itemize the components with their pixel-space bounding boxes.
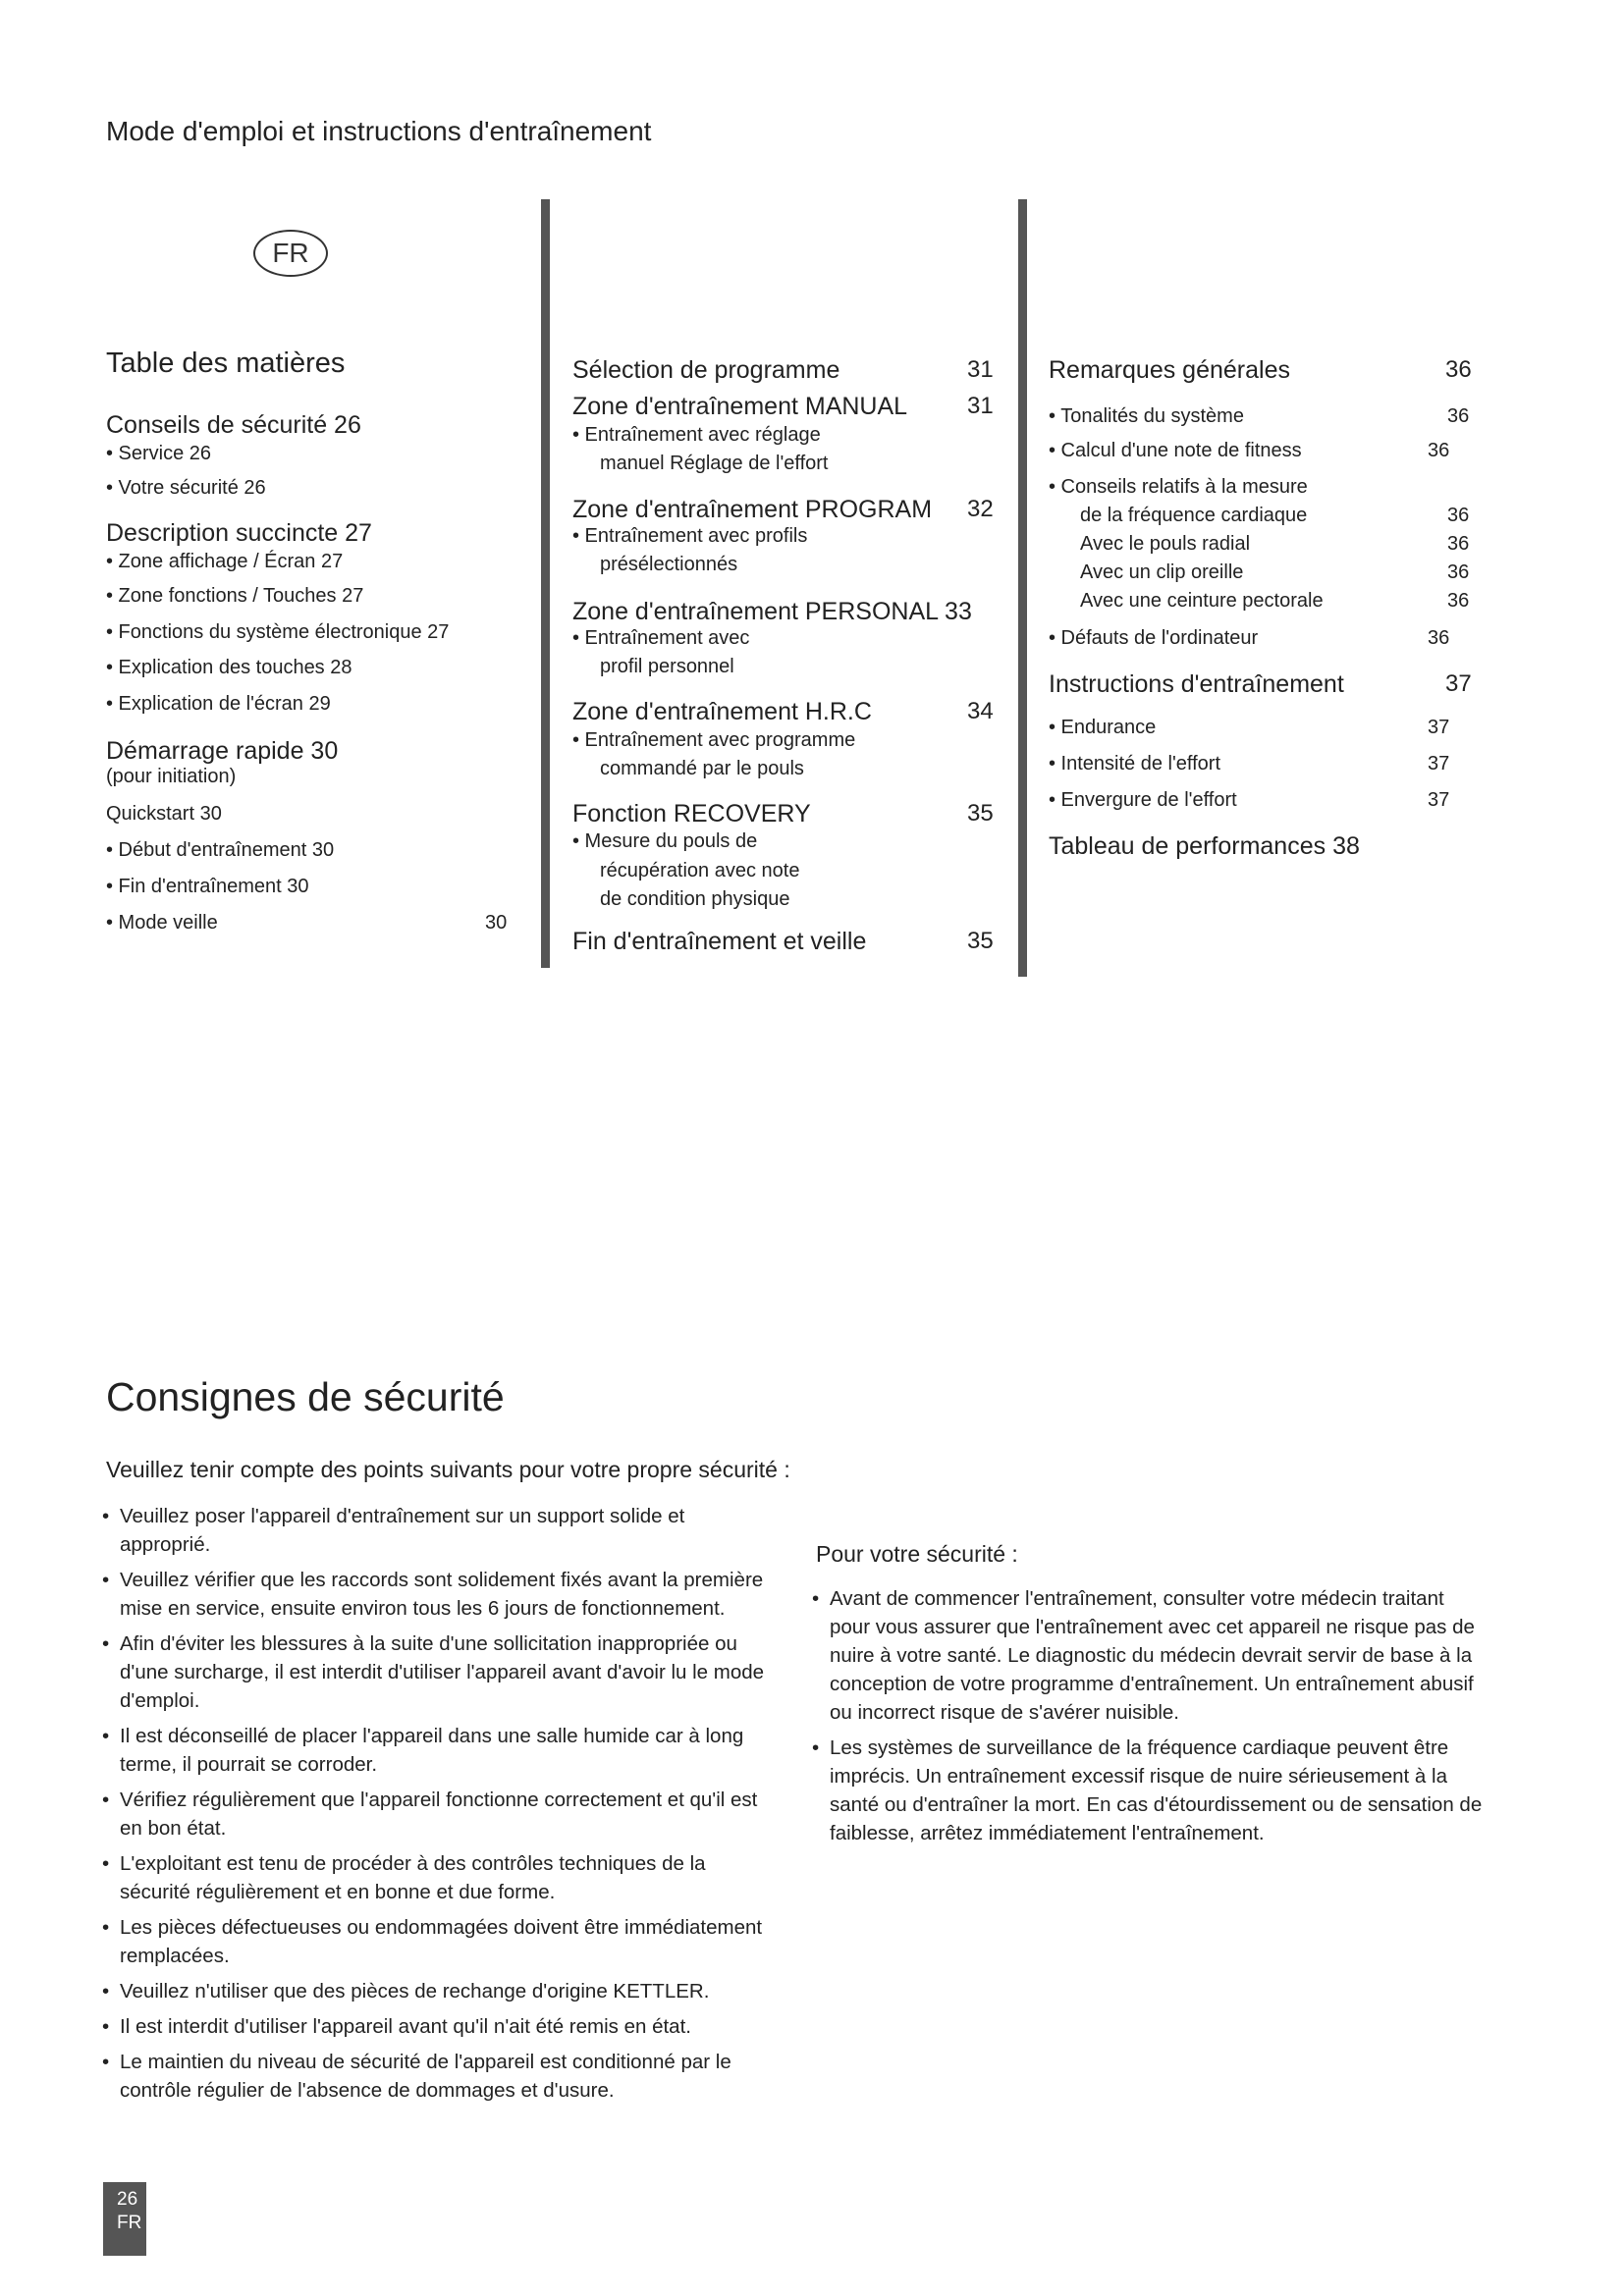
toc-fitness-page: 36 xyxy=(1428,440,1450,461)
toc-keys-explanation: • Explication des touches 28 xyxy=(106,657,352,678)
toc-standby: • Mode veille xyxy=(106,912,218,934)
toc-instructions: Instructions d'entraînement xyxy=(1049,670,1344,698)
column-divider-1 xyxy=(541,199,550,968)
toc-recovery-sub1: • Mesure du pouls de xyxy=(572,830,758,852)
toc-scope-page: 37 xyxy=(1428,789,1450,811)
toc-training-start: • Début d'entraînement 30 xyxy=(106,839,335,861)
toc-general-page: 36 xyxy=(1445,356,1472,383)
toc-manual-sub2: manuel Réglage de l'effort xyxy=(600,453,829,474)
toc-column-2 xyxy=(572,0,995,982)
toc-endurance: • Endurance xyxy=(1049,717,1157,738)
toc-heart-tips1: • Conseils relatifs à la mesure xyxy=(1049,476,1308,498)
toc-program-sub2: présélectionnés xyxy=(600,554,738,575)
toc-screen-explanation: • Explication de l'écran 29 xyxy=(106,693,331,715)
toc-endurance-page: 37 xyxy=(1428,717,1450,738)
column-divider-2 xyxy=(1018,199,1027,977)
toc-column-3 xyxy=(1049,0,1481,982)
safety-item: • Veuillez n'utiliser que des pièces de rechange d'origine KETTLER. xyxy=(102,1980,710,2002)
toc-general: Remarques générales xyxy=(1049,356,1290,384)
safety-list-right xyxy=(800,1584,1488,1854)
toc-description: Description succincte 27 xyxy=(106,519,372,547)
toc-display-zone: • Zone affichage / Écran 27 xyxy=(106,551,344,572)
language-badge: FR xyxy=(253,230,328,277)
toc-performance-table: Tableau de performances 38 xyxy=(1049,832,1360,860)
toc-ear-clip-page: 36 xyxy=(1447,561,1470,583)
safety-item: • Le maintien du niveau de sécurité de l'appareil est conditionné par le contrôle régulier de l'absence de dommages et d'usure. xyxy=(102,2051,731,2102)
toc-radial-page: 36 xyxy=(1447,533,1470,555)
safety-list-left xyxy=(90,1502,778,2111)
safety-items xyxy=(90,1502,778,2105)
document-title: Mode d'emploi et instructions d'entraînement xyxy=(106,116,652,146)
toc-personal: Zone d'entraînement PERSONAL 33 xyxy=(572,598,972,625)
toc-personal-sub1: • Entraînement avec xyxy=(572,627,750,649)
toc-quickstart-sub: (pour initiation) xyxy=(106,766,237,787)
safety-item: • Il est déconseillé de placer l'appareil dans une salle humide car à long terme, il pourrait se corroder. xyxy=(102,1725,744,1776)
toc-training-end: • Fin d'entraînement 30 xyxy=(106,876,309,897)
your-safety-heading: Pour votre sécurité : xyxy=(816,1541,1018,1567)
safety-heading: Consignes de sécurité xyxy=(106,1374,505,1419)
toc-chest-belt: Avec une ceinture pectorale xyxy=(1080,590,1324,612)
your-safety-item: • Les systèmes de surveillance de la fréquence cardiaque peuvent être imprécis. Un entraînement excessif risque de nuire sérieusement à la santé ou d'entraîner la mort. En cas d'étourdissement ou de sensation de faiblesse, arrêtez immédiatement l'entraînement. xyxy=(812,1736,1483,1844)
toc-personal-sub2: profil personnel xyxy=(600,656,734,677)
toc-defects-page: 36 xyxy=(1428,627,1450,649)
toc-manual: Zone d'entraînement MANUAL xyxy=(572,393,908,420)
safety-item: • Afin d'éviter les blessures à la suite d'une sollicitation inappropriée ou d'une surcharge, il est interdit d'utiliser l'appareil avant d'avoir lu le mode d'emploi. xyxy=(102,1632,765,1712)
safety-item: • Vérifiez régulièrement que l'appareil fonctionne correctement et qu'il est en bon état. xyxy=(102,1789,758,1840)
toc-instructions-page: 37 xyxy=(1445,670,1472,697)
toc-program: Zone d'entraînement PROGRAM xyxy=(572,496,933,523)
toc-recovery: Fonction RECOVERY xyxy=(572,800,811,828)
toc-chest-belt-page: 36 xyxy=(1447,590,1470,612)
toc-program-selection-page: 31 xyxy=(967,356,994,383)
toc-functions-zone: • Zone fonctions / Touches 27 xyxy=(106,585,364,607)
toc-hrc-sub2: commandé par le pouls xyxy=(600,758,804,779)
safety-item: • Veuillez vérifier que les raccords sont solidement fixés avant la première mise en service, ensuite environ tous les 6 jours de fonctionnement. xyxy=(102,1569,764,1620)
toc-hrc-page: 34 xyxy=(967,698,994,724)
toc-quickstart: Quickstart 30 xyxy=(106,803,222,825)
toc-tones-page: 36 xyxy=(1447,405,1470,427)
toc-service: • Service 26 xyxy=(106,443,212,464)
toc-column-1 xyxy=(106,0,518,982)
safety-item: • Veuillez poser l'appareil d'entraînement sur un support solide et approprié. xyxy=(102,1505,685,1556)
safety-item: • L'exploitant est tenu de procéder à des contrôles techniques de la sécurité régulièrement et en bonne et due forme. xyxy=(102,1852,706,1903)
toc-tones: • Tonalités du système xyxy=(1049,405,1244,427)
your-safety-items xyxy=(800,1584,1488,1847)
your-safety-item: • Avant de commencer l'entraînement, consulter votre médecin traitant pour vous assurer que l'entraînement avec cet appareil ne risque pas de nuire à votre santé. Le diagnostic du médecin devrait servir de base à la conception de votre programme d'entraînement. Un entraînement abusif ou incorrect risque de s'avérer nuisible. xyxy=(812,1587,1475,1724)
safety-intro: Veuillez tenir compte des points suivants pour votre propre sécurité : xyxy=(106,1457,790,1482)
toc-fitness: • Calcul d'une note de fitness xyxy=(1049,440,1302,461)
toc-recovery-sub2: récupération avec note xyxy=(600,860,800,881)
toc-hrc-sub1: • Entraînement avec programme xyxy=(572,729,856,751)
toc-standby-page: 30 xyxy=(485,912,508,934)
toc-your-security: • Votre sécurité 26 xyxy=(106,477,266,499)
page-number-box xyxy=(103,2182,146,2256)
toc-intensity-page: 37 xyxy=(1428,753,1450,774)
safety-item: • Il est interdit d'utiliser l'appareil avant qu'il n'ait été remis en état. xyxy=(102,2015,691,2038)
toc-manual-sub1: • Entraînement avec réglage xyxy=(572,424,821,446)
toc-scope: • Envergure de l'effort xyxy=(1049,789,1237,811)
page-language: FR xyxy=(117,2213,142,2233)
toc-ear-clip: Avec un clip oreille xyxy=(1080,561,1244,583)
toc-defects: • Défauts de l'ordinateur xyxy=(1049,627,1259,649)
toc-security: Conseils de sécurité 26 xyxy=(106,411,361,439)
toc-recovery-sub3: de condition physique xyxy=(600,888,790,910)
toc-end-standby-page: 35 xyxy=(967,928,994,954)
toc-heart-tips-page: 36 xyxy=(1447,505,1470,526)
toc-end-standby: Fin d'entraînement et veille xyxy=(572,928,867,955)
page-number: 26 xyxy=(117,2189,138,2210)
toc-electronic-functions: • Fonctions du système électronique 27 xyxy=(106,621,450,643)
toc-title: Table des matières xyxy=(106,347,346,379)
toc-heart-tips2: de la fréquence cardiaque xyxy=(1080,505,1308,526)
toc-manual-page: 31 xyxy=(967,393,994,419)
toc-quickstart-title: Démarrage rapide 30 xyxy=(106,737,339,765)
toc-hrc: Zone d'entraînement H.R.C xyxy=(572,698,872,725)
toc-radial: Avec le pouls radial xyxy=(1080,533,1251,555)
toc-recovery-page: 35 xyxy=(967,800,994,827)
safety-item: • Les pièces défectueuses ou endommagées doivent être immédiatement remplacées. xyxy=(102,1916,763,1967)
toc-program-page: 32 xyxy=(967,496,994,522)
toc-program-selection: Sélection de programme xyxy=(572,356,840,384)
toc-program-sub1: • Entraînement avec profils xyxy=(572,525,808,547)
toc-intensity: • Intensité de l'effort xyxy=(1049,753,1220,774)
